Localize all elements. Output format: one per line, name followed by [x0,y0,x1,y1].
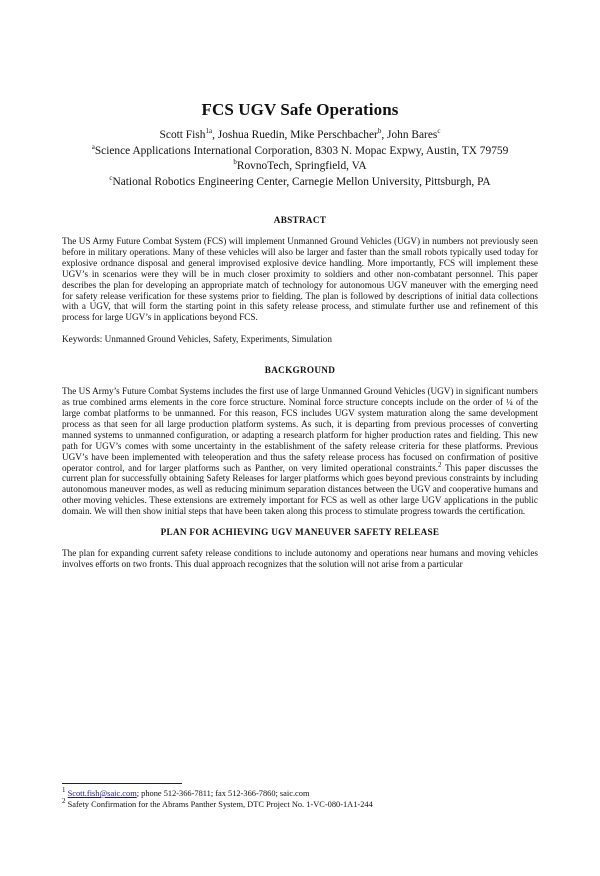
footnote-2: $^2$ Safety Confirmation for the Abrams Panther System, DTC Project No. 1-VC-080-1A1-244 [62,796,373,809]
author-name: Scott Fish [159,129,206,141]
affiliation-b: $^b$RovnoTech, Springfield, VA [233,158,367,172]
author-name: , John Bares [381,129,438,141]
abstract-text: The US Army Future Combat System (FCS) will implement Unmanned Ground Vehicles (UGV) in numbers not previously seen before in military operations. Many of these vehicles will also be larger and faster than the small robots typically used today for explosive ordnance disposal and general improvised explosive device handling. More importantly, FCS will implement these UGV’s in scenarios were they will be in much closer proximity to soldiers and other non-combatant personnel. This paper describes the plan for developing an appropriate match of technology for autonomous UGV maneuver with the emerging need for safety release verification for these systems prior to fielding. The plan is followed by descriptions of initial data collections with a UGV, that will form the starting point in this safety release process, and stimulate further use and refinement of this process for large UGV’s in applications beyond FCS. [62,236,538,323]
keywords: Keywords: Unmanned Ground Vehicles, Safety, Experiments, Simulation [62,334,332,345]
footnote-divider [62,783,182,784]
author-line [62,128,538,144]
author-superscript: b [377,127,382,136]
author-name: , Joshua Ruedin, Mike Perschbacher [212,129,378,141]
plan-heading: PLAN FOR ACHIEVING UGV MANEUVER SAFETY RELEASE [160,527,440,538]
affiliation-c: $^c$National Robotics Engineering Center, Carnegie Mellon University, Pittsburgh, PA [109,173,491,188]
paper-page [0,100,600,876]
paper-title: FCS UGV Safe Operations [201,100,399,119]
footnote-1: $^1$ Scott.fish@saic.com; phone 512-366-7811; fax 512-366-7860; saic.com [62,786,310,798]
footnote-ref[interactable]: 2 [437,460,442,469]
plan-text: The plan for expanding current safety release conditions to include autonomy and operations near humans and moving vehicles involves efforts on two fronts. This dual approach recognizes that the solution will not arise from a particular [62,548,538,569]
email-link[interactable]: Scott.fish@saic.com [67,789,137,798]
background-text: The US Army’s Future Combat Systems includes the first use of large Unmanned Ground Vehicles (UGV) in significant numbers as true combined arms elements in the core force structure. Nominal force structure concepts include on the order of ¼ of the large combat platforms to be unmanned. For this reason, FCS includes UGV system maturation along the same development process as that seen for all large production platform systems. As such, it is departing from previous processes of converting manned systems to unmanned configuration, or adapting a research platform for higher production rates and fielding. This new path for UGV’s comes with some uncertainty in the establishment of the safety release criteria for these platforms. Previous UGV’s have been implemented with teleoperation and thus the safety release process has focused on confirmation of positive operator control, and for larger platforms such as Panther, on very limited operational constraints.$^2$ This paper discusses the current plan for successfully obtaining Safety Releases for larger platforms which goes beyond previous constraints by including autonomous maneuver modes, as well as reducing minimum separation distances between the UGV and cooperative humans and other moving vehicles. These extensions are extremely important for FCS as well as other large UGV applications in the public domain. We will then show initial steps that have been taken along this process to stimulate progress towards the certification. [62,386,538,517]
author-superscript: 1a [205,127,213,136]
author-superscript: c [437,127,441,136]
affiliation-a: $^a$Science Applications International Corporation, 8303 N. Mopac Expwy, Austin, TX 79759 [91,142,509,157]
footnotes [62,783,538,810]
background-heading: BACKGROUND [264,365,336,376]
author-block [62,128,538,190]
abstract-heading: ABSTRACT [273,215,327,225]
